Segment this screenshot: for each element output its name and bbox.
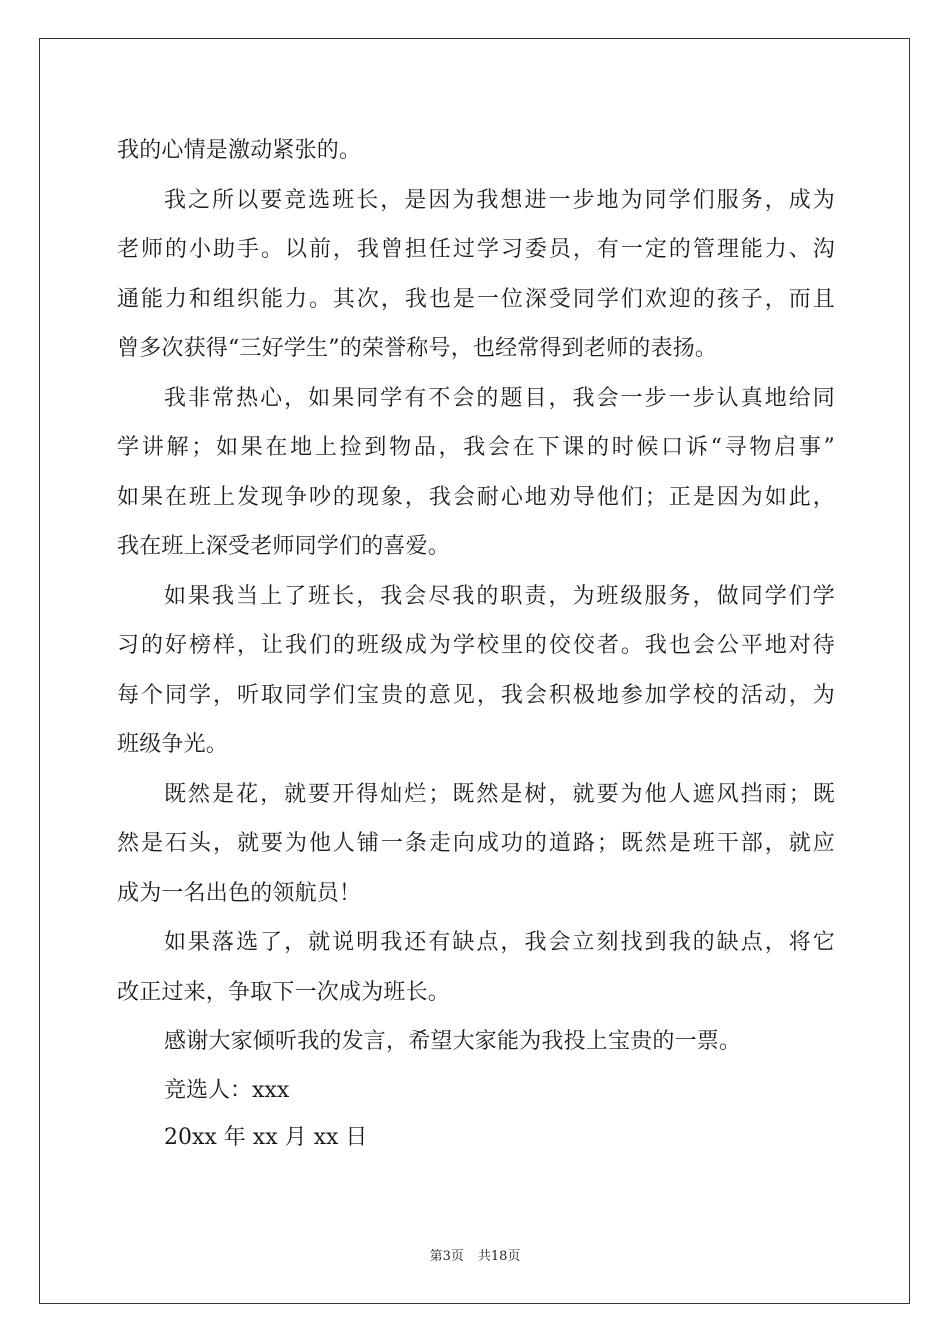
page-number: 第3页	[429, 1249, 464, 1264]
page-footer	[0, 1245, 950, 1264]
signature-line: 竞选人：xxx	[164, 1077, 290, 1103]
text-line: 如果我当上了班长，我会尽我的职责，为班级服务，做同学们学	[164, 583, 835, 609]
date-line: 20xx 年 xx 月 xx 日	[164, 1125, 368, 1150]
text-line: 我的心情是激动紧张的。	[117, 138, 362, 163]
document-body	[117, 126, 835, 1162]
text-line: 我非常热心，如果同学有不会的题目，我会一步一步认真地给同	[164, 385, 835, 411]
text-line: 我在班上深受老师同学们的喜爱。	[117, 534, 451, 559]
text-line: 学讲解；如果在地上捡到物品，我会在下课的时候口诉“寻物启事”	[117, 435, 835, 460]
text-line: 然是石头，就要为他人铺一条走向成功的道路；既然是班干部，就应	[117, 831, 835, 856]
text-line: 班级争光。	[117, 732, 229, 757]
page-total: 共18页	[477, 1249, 521, 1264]
text-line: 曾多次获得“三好学生”的荣誉称号，也经常得到老师的表扬。	[117, 336, 718, 361]
text-line: 如果落选了，就说明我还有缺点，我会立刻找到我的缺点，将它	[164, 930, 835, 955]
text-line: 感谢大家倾听我的发言，希望大家能为我投上宝贵的一票。	[164, 1029, 742, 1054]
text-line: 我之所以要竞选班长，是因为我想进一步地为同学们服务，成为	[164, 187, 835, 213]
text-line: 老师的小助手。以前，我曾担任过学习委员，有一定的管理能力、沟	[117, 237, 835, 262]
text-line: 成为一名出色的领航员！	[117, 880, 362, 906]
text-line: 既然是花，就要开得灿烂；既然是树，就要为他人遮风挡雨；既	[164, 781, 835, 807]
text-line: 通能力和组织能力。其次，我也是一位深受同学们欢迎的孩子，而且	[117, 286, 835, 312]
text-line: 如果在班上发现争吵的现象，我会耐心地劝导他们；正是因为如此，	[117, 484, 835, 510]
text-line: 改正过来，争取下一次成为班长。	[117, 979, 451, 1005]
text-line: 每个同学，听取同学们宝贵的意见，我会积极地参加学校的活动，为	[117, 682, 835, 708]
text-line: 习的好榜样，让我们的班级成为学校里的佼佼者。我也会公平地对待	[117, 633, 835, 658]
